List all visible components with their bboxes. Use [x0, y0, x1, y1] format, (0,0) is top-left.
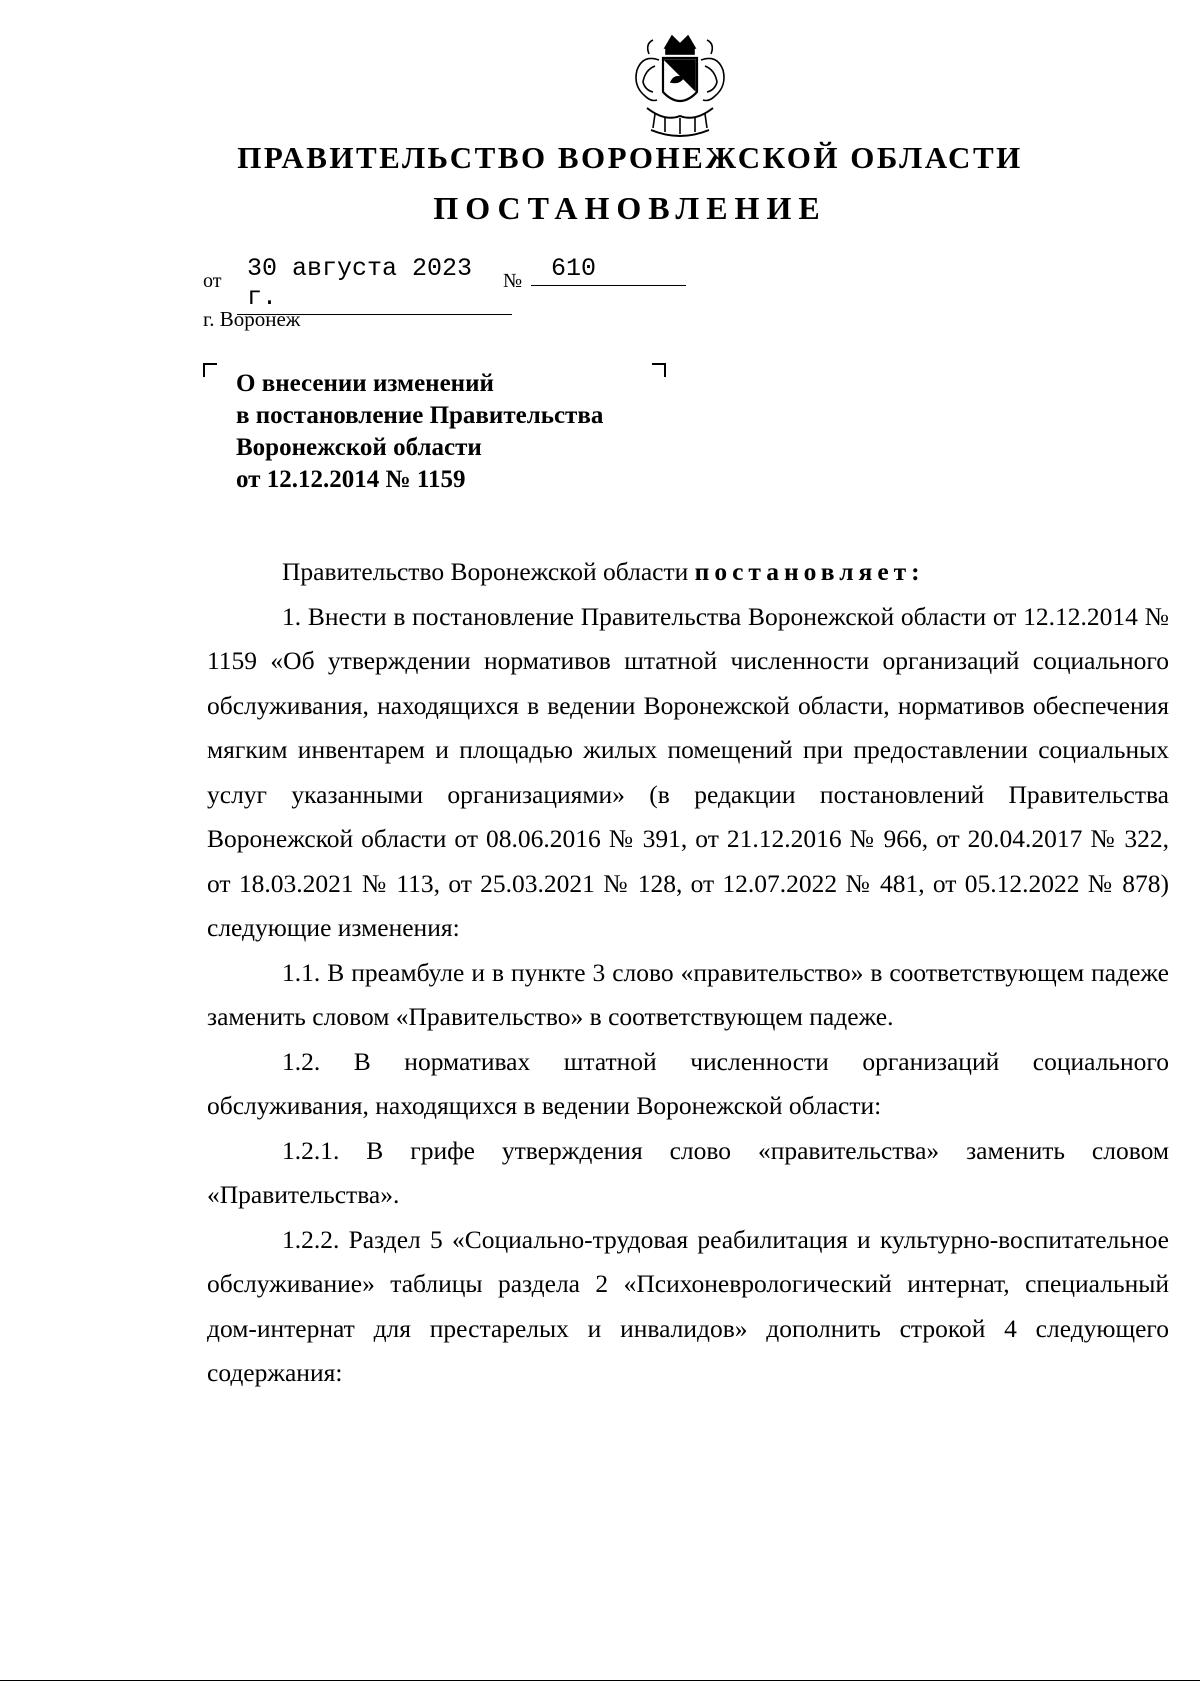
- paragraph-1: 1. Внести в постановление Правительства Воронежской области от 12.12.2014 № 1159 «Об утверждении нормативов штатной численности организаций социального обслуживания, находящихся в ведении Воронежской области, нормативов обеспечения мягким инвентарем и площадью жилых помещений при предоставлении социальных услуг указанными организациями» (в редакции постановлений Правительства Воронежской области от 08.06.2016 № 391, от 21.12.2016 № 966, от 20.04.2017 № 322, от 18.03.2021 № 113, от 25.03.2021 № 128, от 12.07.2022 № 481, от 05.12.2022 № 878) следующие изменения:: [207, 601, 1169, 942]
- paragraph-1-2-1: 1.2.1. В грифе утверждения слово «правительства» заменить словом «Правительства».: [207, 1135, 1169, 1209]
- paragraph-1-2-2: 1.2.2. Раздел 5 «Социально-трудовая реабилитация и культурно-воспитательное обслуживание» таблицы раздела 2 «Психоневрологический интернат, специальный дом-интернат для престарелых и инвалидов» дополнить строкой 4 следующего содержания:: [207, 1224, 1169, 1387]
- government-title: ПРАВИТЕЛЬСТВО ВОРОНЕЖСКОЙ ОБЛАСТИ: [237, 140, 1023, 175]
- document-type-title: ПОСТАНОВЛЕНИЕ: [433, 190, 827, 226]
- document-subject: [236, 368, 603, 496]
- page-bottom-rule: [0, 1680, 1200, 1681]
- paragraph-1-2: 1.2. В нормативах штатной численности организаций социального обслуживания, находящихся в ведении Воронежской области:: [207, 1046, 1169, 1120]
- number-prefix: №: [503, 270, 523, 292]
- subject-corner-left: [203, 363, 217, 377]
- paragraph-1-1: 1.1. В преамбуле и в пункте 3 слово «правительство» в соответствующем падеже заменить словом «Правительство» в соответствующем падеже.: [207, 957, 1169, 1031]
- subject-line: от 12.12.2014 № 1159: [236, 466, 466, 493]
- subject-line: О внесении изменений: [236, 370, 494, 397]
- city-label: г. Воронеж: [203, 307, 301, 331]
- subject-corner-right: [652, 363, 666, 377]
- document-number: 610: [531, 254, 686, 286]
- preamble-paragraph: [207, 550, 1169, 595]
- coat-of-arms-emblem: [625, 30, 735, 145]
- document-date: 30 августа 2023 г.: [237, 254, 512, 315]
- subject-line: в постановление Правительства: [236, 402, 604, 429]
- date-number-line: [203, 250, 683, 312]
- preamble-text: Правительство Воронежской области: [282, 557, 695, 586]
- preamble-emphasis: постановляет:: [694, 557, 925, 586]
- date-prefix: от: [203, 270, 222, 292]
- document-body: [207, 550, 1169, 1396]
- subject-line: Воронежской области: [236, 434, 482, 461]
